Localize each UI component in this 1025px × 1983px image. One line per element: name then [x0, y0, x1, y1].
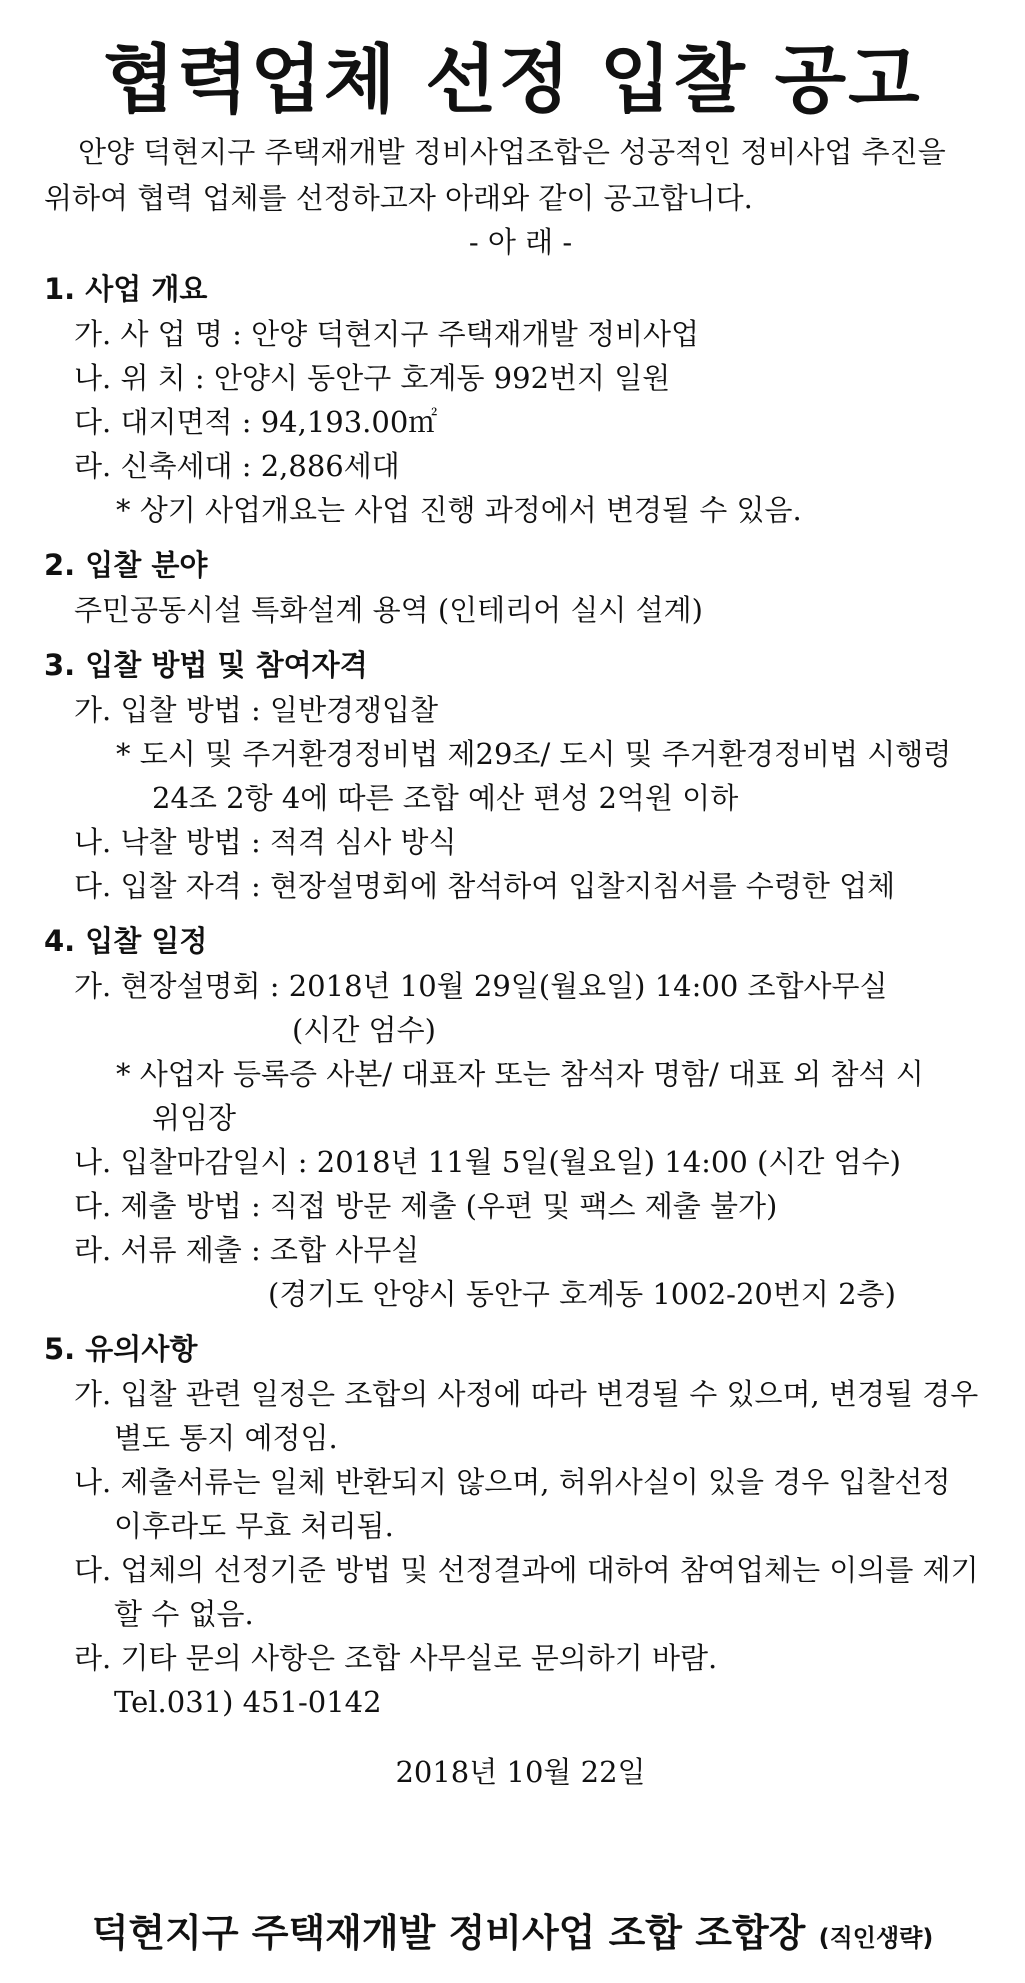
- s4-item-da: 다. 제출 방법 : 직접 방문 제출 (우편 및 팩스 제출 불가): [74, 1189, 778, 1223]
- s5-item-na-line-1: 나. 제출서류는 일체 반환되지 않으며, 허위사실이 있을 경우 입찰선정: [74, 1465, 951, 1499]
- section-3-heading: 3. 입찰 방법 및 참여자격: [44, 648, 368, 682]
- s4-item-ga: 가. 현장설명회 : 2018년 10월 29일(월요일) 14:00 조합사무실: [74, 969, 888, 1003]
- s5-item-da: [44, 1548, 997, 1636]
- issuer-name: 덕현지구 주택재개발 정비사업 조합 조합장: [91, 1911, 806, 1955]
- intro-line-1: 안양 덕현지구 주택재개발 정비사업조합은 성공적인 정비사업 추진을: [78, 135, 946, 169]
- s5-item-na: [44, 1460, 997, 1548]
- notice-body: [0, 130, 1025, 1794]
- section-4-heading: 4. 입찰 일정: [44, 924, 208, 958]
- s5-item-da-line-2: 할 수 없음.: [114, 1597, 254, 1631]
- s2-body: 주민공동시설 특화설계 용역 (인테리어 실시 설계): [74, 593, 703, 627]
- s3-note-line-2: 24조 2항 4에 따른 조합 예산 편성 2억원 이하: [152, 781, 739, 815]
- s4-item-ga-cont: (시간 엄수): [292, 1013, 436, 1047]
- s5-item-na-line-2: 이후라도 무효 처리됨.: [114, 1509, 394, 1543]
- issuer-signature: [0, 1902, 1025, 1957]
- s3-item-da: 다. 입찰 자격 : 현장설명회에 참석하여 입찰지침서를 수령한 업체: [74, 869, 896, 903]
- s4-item-ra: 라. 서류 제출 : 조합 사무실: [74, 1233, 420, 1267]
- section-1-heading: 1. 사업 개요: [44, 272, 208, 306]
- s1-item-ga: 가. 사 업 명 : 안양 덕현지구 주택재개발 정비사업: [74, 317, 700, 351]
- s5-item-da-line-1: 다. 업체의 선정기준 방법 및 선정결과에 대하여 참여업체는 이의를 제기: [74, 1553, 979, 1587]
- s1-note: * 상기 사업개요는 사업 진행 과정에서 변경될 수 있음.: [116, 493, 802, 527]
- s5-item-ra-line-1: 라. 기타 문의 사항은 조합 사무실로 문의하기 바람.: [74, 1641, 718, 1675]
- contact-phone: Tel.031) 451-0142: [114, 1685, 382, 1719]
- s5-item-ga-line-2: 별도 통지 예정임.: [114, 1421, 338, 1455]
- s4-note-line-1: * 사업자 등록증 사본/ 대표자 또는 참석자 명함/ 대표 외 참석 시: [116, 1057, 924, 1091]
- separator-label: - 아 래 -: [468, 225, 573, 259]
- s4-item-na: 나. 입찰마감일시 : 2018년 11월 5일(월요일) 14:00 (시간 엄수): [74, 1145, 901, 1179]
- seal-omitted-note: (직인생략): [818, 1924, 934, 1952]
- s4-item-ra-cont: (경기도 안양시 동안구 호계동 1002-20번지 2층): [268, 1277, 896, 1311]
- section-2-heading: 2. 입찰 분야: [44, 548, 208, 582]
- s3-item-ga: 가. 입찰 방법 : 일반경쟁입찰: [74, 693, 439, 727]
- intro-line-2: 위하여 협력 업체를 선정하고자 아래와 같이 공고합니다.: [44, 181, 753, 215]
- notice-title: 협력업체 선정 입찰 공고: [103, 37, 922, 123]
- s1-item-da: 다. 대지면적 : 94,193.00㎡: [74, 405, 438, 439]
- s3-note-line-1: * 도시 및 주거환경정비법 제29조/ 도시 및 주거환경정비법 시행령: [116, 737, 952, 771]
- s5-item-ra: [44, 1636, 997, 1724]
- s1-item-ra: 라. 신축세대 : 2,886세대: [74, 449, 400, 483]
- notice-date: 2018년 10월 22일: [395, 1755, 646, 1789]
- s3-item-na: 나. 낙찰 방법 : 적격 심사 방식: [74, 825, 457, 859]
- section-5-heading: 5. 유의사항: [44, 1332, 198, 1366]
- s4-note-line-2: 위임장: [152, 1101, 237, 1135]
- s5-item-ga: [44, 1372, 997, 1460]
- s5-item-ga-line-1: 가. 입찰 관련 일정은 조합의 사정에 따라 변경될 수 있으며, 변경될 경우: [74, 1377, 979, 1411]
- s1-item-na: 나. 위 치 : 안양시 동안구 호계동 992번지 일원: [74, 361, 671, 395]
